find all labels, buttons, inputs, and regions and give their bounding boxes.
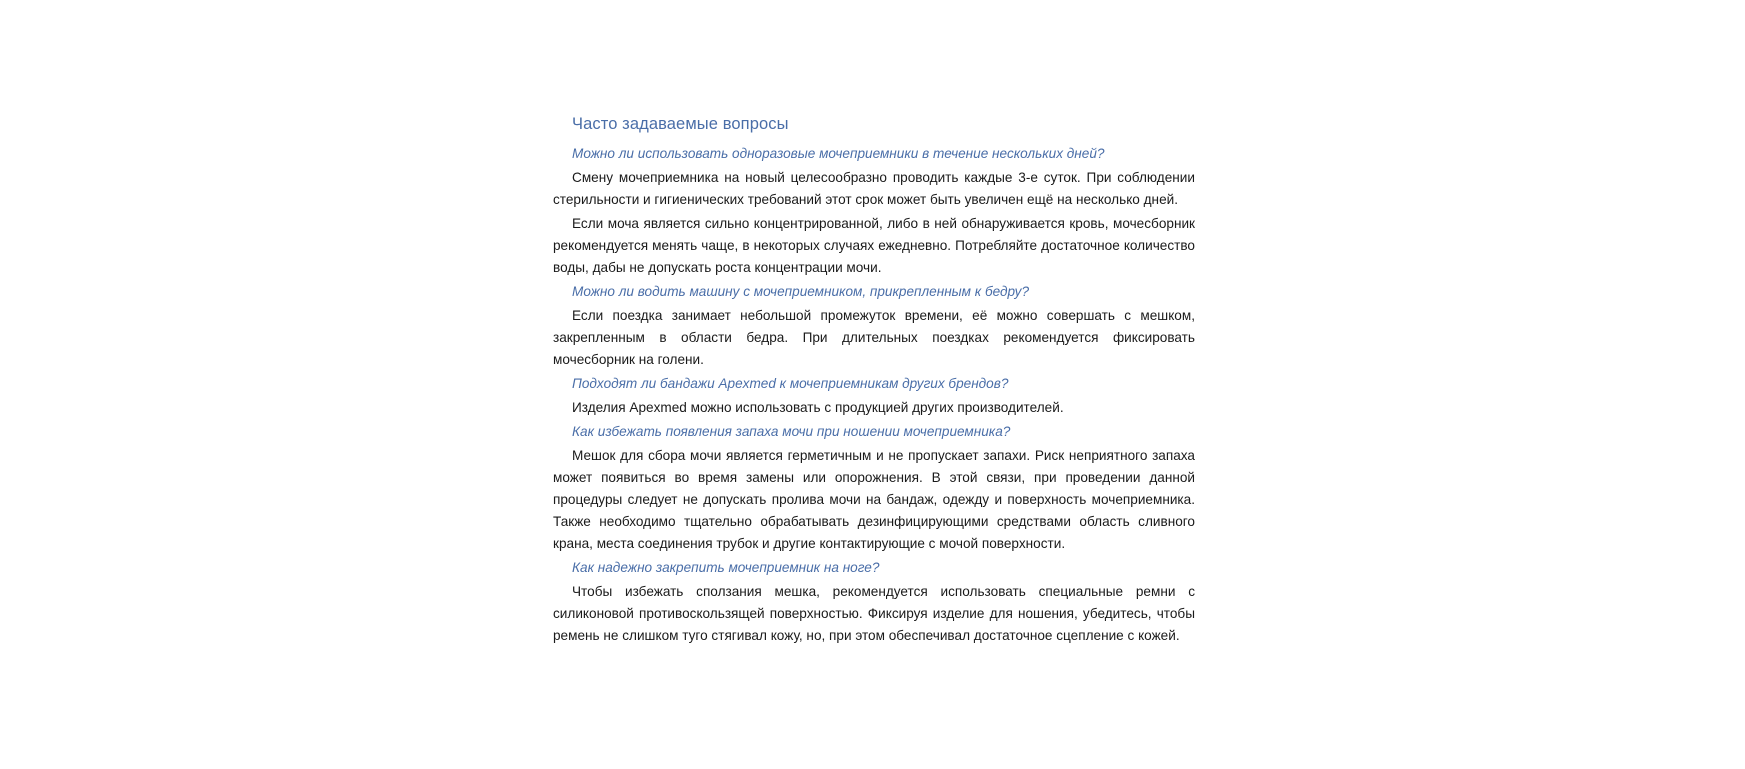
faq-item-4 xyxy=(553,421,1195,555)
faq-question: Можно ли использовать одноразовые мочеприемники в течение нескольких дней? xyxy=(572,146,1105,161)
faq-question: Как избежать появления запаха мочи при ношении мочеприемника? xyxy=(572,424,1011,439)
faq-answer-paragraph: Если моча является сильно концентрированной, либо в ней обнаруживается кровь, мочесборник рекомендуется менять чаще, в некоторых случаях ежедневно. Потребляйте достаточное количество воды, дабы не допускать роста концентрации мочи. xyxy=(553,216,1195,275)
faq-item-2 xyxy=(553,281,1195,371)
faq-answer-paragraph: Мешок для сбора мочи является герметичным и не пропускает запахи. Риск неприятного запаха может появиться во время замены или опорожнения. В этой связи, при проведении данной процедуры следует не допускать пролива мочи на бандаж, одежду и поверхность мочеприемника. Также необходимо тщательно обрабатывать дезинфицирующими средствами область сливного крана, места соединения трубок и другие контактирующие с мочой поверхности. xyxy=(553,448,1195,551)
faq-item-1 xyxy=(553,143,1195,279)
faq-answer-paragraph: Если поездка занимает небольшой промежуток времени, её можно совершать с мешком, закрепленным в области бедра. При длительных поездках рекомендуется фиксировать мочесборник на голени. xyxy=(553,308,1195,367)
faq-answer-paragraph: Чтобы избежать сползания мешка, рекомендуется использовать специальные ремни с силиконовой противоскользящей поверхностью. Фиксируя изделие для ношения, убедитесь, чтобы ремень не слишком туго стягивал кожу, но, при этом обеспечивал достаточное сцепление с кожей. xyxy=(553,584,1195,643)
page-title: Часто задаваемые вопросы xyxy=(572,115,789,133)
faq-content xyxy=(553,113,1195,649)
faq-answer-paragraph: Смену мочеприемника на новый целесообразно проводить каждые 3-е суток. При соблюдении стерильности и гигиенических требований этот срок может быть увеличен ещё на несколько дней. xyxy=(553,170,1195,207)
faq-answer-paragraph: Изделия Apexmed можно использовать с продукцией других производителей. xyxy=(572,400,1064,415)
faq-question: Можно ли водить машину с мочеприемником, прикрепленным к бедру? xyxy=(572,284,1030,299)
faq-item-3 xyxy=(553,373,1195,419)
faq-question: Подходят ли бандажи Apexmed к мочеприемникам других брендов? xyxy=(572,376,1009,391)
faq-question: Как надежно закрепить мочеприемник на ноге? xyxy=(572,560,880,575)
faq-item-5 xyxy=(553,557,1195,647)
